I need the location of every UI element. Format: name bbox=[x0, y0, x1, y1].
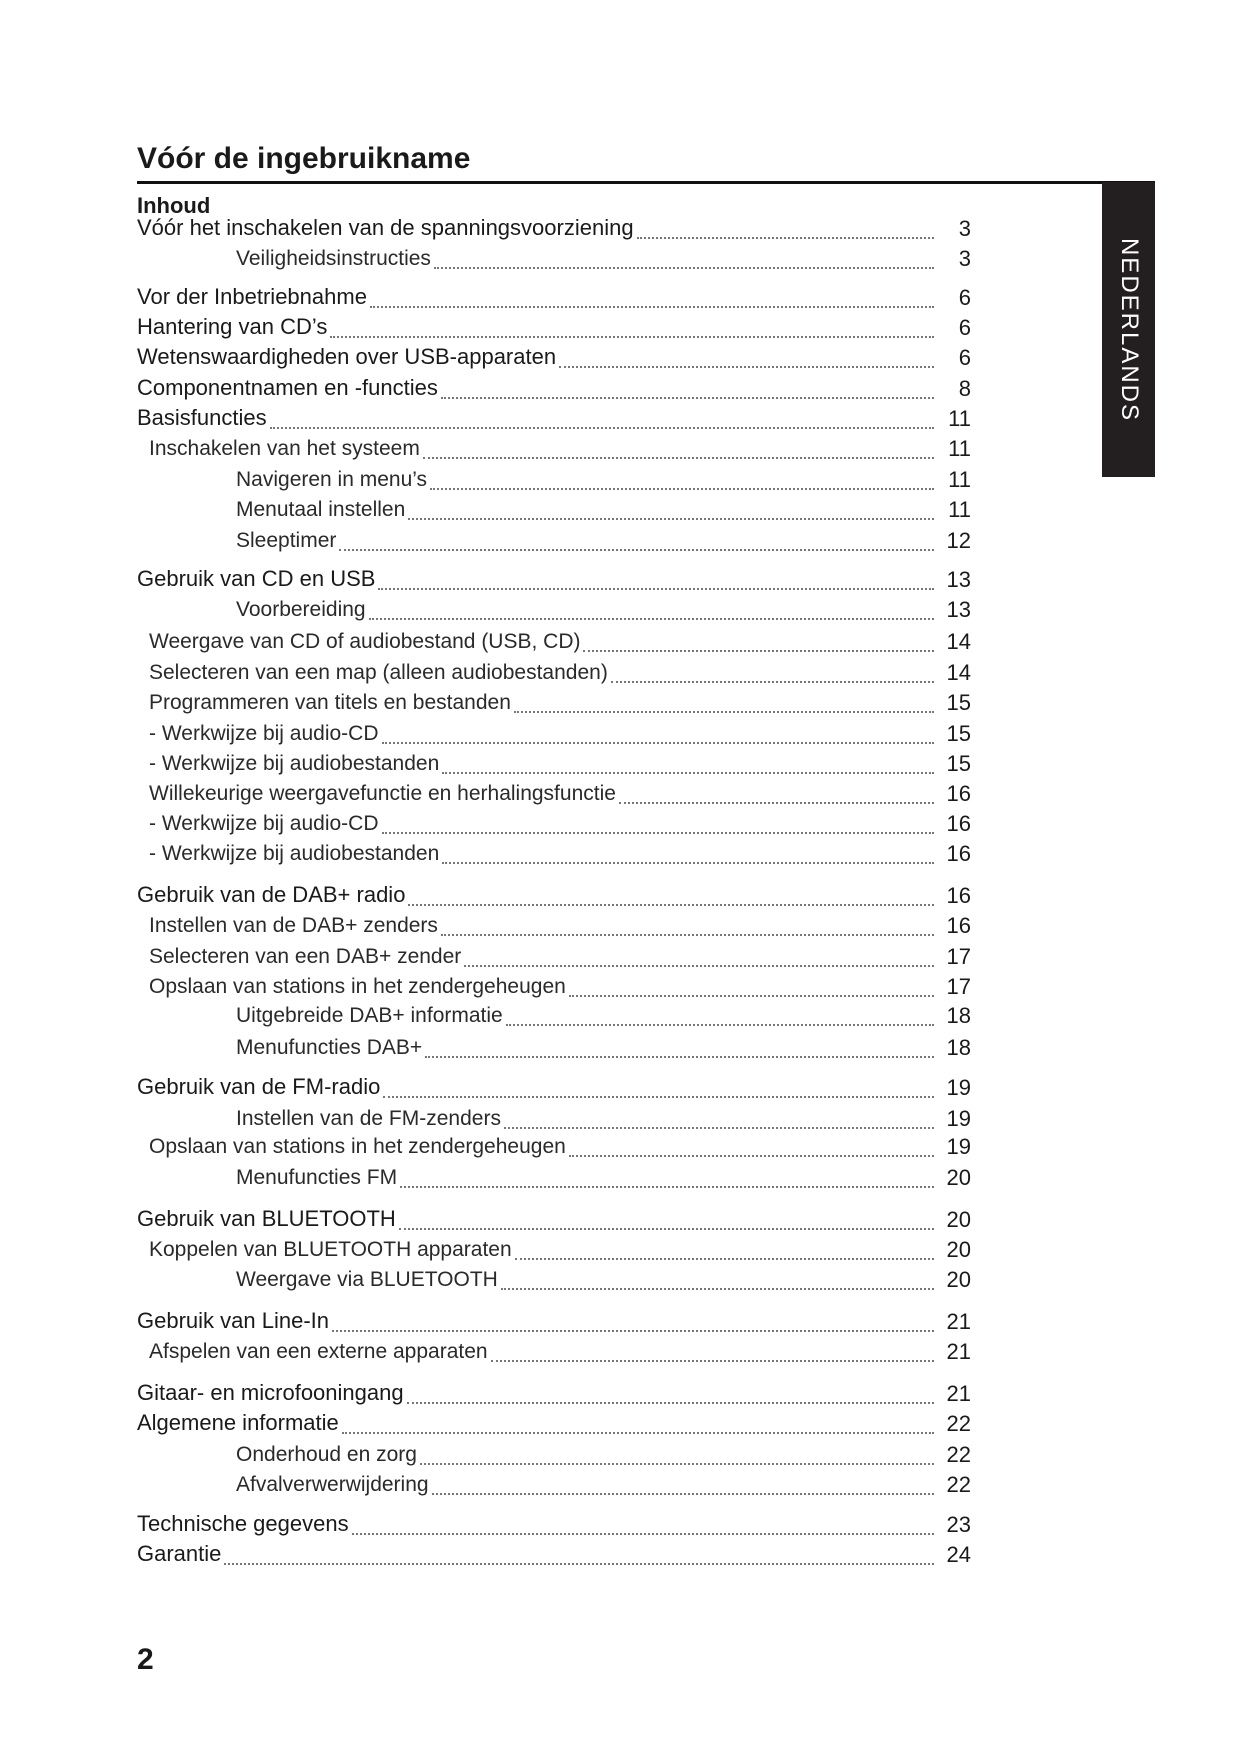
toc-entry bbox=[0, 780, 1241, 810]
toc-entry-label: Weergave van CD of audiobestand (USB, CD) bbox=[149, 630, 581, 653]
toc-entry-page: 15 bbox=[946, 721, 971, 746]
toc-entry bbox=[0, 314, 1241, 344]
toc-entry-page: 13 bbox=[946, 567, 971, 592]
toc-dot-leader bbox=[342, 1432, 934, 1434]
toc-entry-page: 14 bbox=[946, 660, 971, 685]
toc-entry-page: 13 bbox=[946, 597, 971, 622]
toc-dot-leader bbox=[434, 267, 934, 269]
toc-dot-leader bbox=[370, 306, 934, 308]
toc-dot-leader bbox=[611, 681, 934, 683]
toc-entry bbox=[0, 375, 1241, 405]
toc-entry-page: 11 bbox=[948, 467, 971, 492]
toc-entry-label: Vóór het inschakelen van de spanningsvoorziening bbox=[137, 215, 634, 240]
toc-dot-leader bbox=[224, 1563, 934, 1565]
toc-dot-leader bbox=[382, 832, 934, 834]
toc-entry-page: 16 bbox=[946, 841, 971, 866]
toc-entry-label: Instellen van de FM-zenders bbox=[236, 1107, 501, 1130]
toc-dot-leader bbox=[332, 1330, 934, 1332]
toc-entry-page: 14 bbox=[946, 629, 971, 654]
toc-entry-label: Gebruik van de DAB+ radio bbox=[137, 882, 406, 907]
toc-dot-leader bbox=[352, 1533, 934, 1535]
toc-entry bbox=[0, 1002, 1241, 1032]
toc-entry-label: Gitaar- en microfooningang bbox=[137, 1380, 404, 1405]
toc-entry-label: Opslaan van stations in het zendergeheugen bbox=[149, 975, 566, 998]
toc-dot-leader bbox=[423, 457, 934, 459]
toc-entry-page: 23 bbox=[946, 1512, 971, 1537]
toc-dot-leader bbox=[441, 397, 934, 399]
toc-entry-page: 22 bbox=[946, 1411, 971, 1436]
toc-entry-page: 20 bbox=[946, 1207, 971, 1232]
toc-entry bbox=[0, 750, 1241, 780]
toc-entry-page: 24 bbox=[946, 1542, 971, 1567]
toc-entry-page: 22 bbox=[946, 1442, 971, 1467]
toc-entry-label: Gebruik van BLUETOOTH bbox=[137, 1206, 396, 1231]
toc-dot-leader bbox=[400, 1186, 934, 1188]
toc-entry-page: 18 bbox=[946, 1003, 971, 1028]
toc-entry bbox=[0, 566, 1241, 596]
toc-dot-leader bbox=[515, 1258, 934, 1260]
toc-entry bbox=[0, 527, 1241, 557]
toc-entry-label: Hantering van CD’s bbox=[137, 314, 328, 339]
toc-entry-label: Algemene informatie bbox=[137, 1410, 339, 1435]
toc-entry-page: 15 bbox=[946, 690, 971, 715]
toc-entry bbox=[0, 973, 1241, 1003]
toc-dot-leader bbox=[583, 650, 934, 652]
toc-entry-label: Selecteren van een map (alleen audiobestanden) bbox=[149, 661, 608, 684]
toc-entry-page: 3 bbox=[958, 246, 971, 271]
toc-entry-label: Navigeren in menu’s bbox=[236, 468, 428, 491]
toc-entry bbox=[0, 689, 1241, 719]
toc-dot-leader bbox=[383, 1096, 934, 1098]
toc-entry-page: 22 bbox=[946, 1472, 971, 1497]
toc-dot-leader bbox=[441, 934, 934, 936]
toc-entry-label: Willekeurige weergavefunctie en herhalingsfunctie bbox=[149, 782, 616, 805]
toc-entry bbox=[0, 1380, 1241, 1410]
toc-heading: Inhoud bbox=[137, 193, 211, 218]
toc-entry-label: Instellen van de DAB+ zenders bbox=[149, 914, 438, 937]
toc-entry bbox=[0, 284, 1241, 314]
toc-entry-page: 11 bbox=[948, 436, 971, 461]
toc-entry-label: Afspelen van een externe apparaten bbox=[149, 1340, 488, 1363]
toc-entry-label: Gebruik van CD en USB bbox=[137, 566, 376, 591]
toc-entry-label: - Werkwijze bij audio-CD bbox=[149, 812, 379, 835]
toc-entry-page: 18 bbox=[946, 1035, 971, 1060]
toc-entry bbox=[0, 1441, 1241, 1471]
toc-entry bbox=[0, 943, 1241, 973]
toc-entry-page: 16 bbox=[946, 811, 971, 836]
toc-entry bbox=[0, 840, 1241, 870]
toc-entry bbox=[0, 810, 1241, 840]
toc-entry bbox=[0, 1338, 1241, 1368]
toc-dot-leader bbox=[399, 1228, 934, 1230]
toc-dot-leader bbox=[506, 1024, 934, 1026]
toc-entry-page: 6 bbox=[958, 285, 971, 310]
toc-entry bbox=[0, 435, 1241, 465]
toc-entry-page: 15 bbox=[946, 751, 971, 776]
toc-entry-label: Voorbereiding bbox=[236, 598, 366, 621]
toc-entry-label: Onderhoud en zorg bbox=[236, 1443, 417, 1466]
toc-entry bbox=[0, 1133, 1241, 1163]
toc-entry bbox=[0, 659, 1241, 689]
toc-dot-leader bbox=[369, 618, 934, 620]
toc-entry bbox=[0, 596, 1241, 626]
toc-entry-page: 16 bbox=[946, 781, 971, 806]
toc-entry-label: Menutaal instellen bbox=[236, 498, 406, 521]
toc-dot-leader bbox=[407, 1402, 934, 1404]
toc-dot-leader bbox=[442, 772, 934, 774]
toc-entry bbox=[0, 215, 1241, 245]
toc-dot-leader bbox=[501, 1288, 934, 1290]
toc-entry-page: 19 bbox=[946, 1106, 971, 1131]
toc-entry-label: Selecteren van een DAB+ zender bbox=[149, 945, 462, 968]
toc-entry-page: 3 bbox=[958, 216, 971, 241]
toc-entry-label: Basisfuncties bbox=[137, 405, 267, 430]
toc-dot-leader bbox=[430, 488, 934, 490]
toc-entry-page: 6 bbox=[958, 345, 971, 370]
toc-entry-label: Vor der Inbetriebnahme bbox=[137, 284, 367, 309]
toc-dot-leader bbox=[432, 1493, 934, 1495]
toc-dot-leader bbox=[569, 1155, 934, 1157]
toc-entry-page: 19 bbox=[946, 1134, 971, 1159]
toc-dot-leader bbox=[339, 549, 934, 551]
toc-dot-leader bbox=[504, 1127, 934, 1129]
toc-dot-leader bbox=[378, 588, 934, 590]
toc-dot-leader bbox=[270, 427, 934, 429]
toc-entry-page: 19 bbox=[946, 1075, 971, 1100]
toc-entry-label: Programmeren van titels en bestanden bbox=[149, 691, 511, 714]
toc-entry bbox=[0, 720, 1241, 750]
toc-entry-label: Componentnamen en -functies bbox=[137, 375, 438, 400]
toc-dot-leader bbox=[514, 711, 934, 713]
toc-dot-leader bbox=[330, 336, 934, 338]
toc-entry-label: Inschakelen van het systeem bbox=[149, 437, 420, 460]
toc-entry bbox=[0, 1206, 1241, 1236]
toc-entry bbox=[0, 344, 1241, 374]
toc-dot-leader bbox=[637, 237, 934, 239]
toc-entry bbox=[0, 1541, 1241, 1571]
toc-entry-label: Veiligheidsinstructies bbox=[236, 247, 431, 270]
toc-entry-label: - Werkwijze bij audiobestanden bbox=[149, 752, 440, 775]
toc-entry-page: 21 bbox=[946, 1309, 971, 1334]
toc-dot-leader bbox=[491, 1360, 934, 1362]
toc-entry-label: Opslaan van stations in het zendergeheugen bbox=[149, 1135, 566, 1158]
toc-entry-page: 11 bbox=[948, 406, 971, 431]
toc-entry bbox=[0, 1164, 1241, 1194]
toc-dot-leader bbox=[619, 802, 934, 804]
toc-dot-leader bbox=[559, 366, 934, 368]
toc-entry bbox=[0, 1410, 1241, 1440]
toc-entry-label: - Werkwijze bij audio-CD bbox=[149, 722, 379, 745]
toc-entry-page: 11 bbox=[948, 497, 971, 522]
toc-dot-leader bbox=[425, 1056, 934, 1058]
toc-entry bbox=[0, 1471, 1241, 1501]
toc-entry-label: Menufuncties FM bbox=[236, 1166, 398, 1189]
toc-entry-label: Sleeptimer bbox=[236, 529, 337, 552]
toc-entry-label: Menufuncties DAB+ bbox=[236, 1036, 423, 1059]
toc-entry bbox=[0, 496, 1241, 526]
toc-entry bbox=[0, 1034, 1241, 1064]
toc-entry-label: Wetenswaardigheden over USB-apparaten bbox=[137, 344, 557, 369]
toc-entry bbox=[0, 912, 1241, 942]
toc-entry-page: 16 bbox=[946, 883, 971, 908]
toc-entry-page: 20 bbox=[946, 1237, 971, 1262]
toc-entry-page: 16 bbox=[946, 913, 971, 938]
toc-entry bbox=[0, 405, 1241, 435]
toc-dot-leader bbox=[464, 965, 934, 967]
toc-entry bbox=[0, 628, 1241, 658]
toc-entry-label: Garantie bbox=[137, 1541, 222, 1566]
toc-entry-page: 6 bbox=[958, 315, 971, 340]
page-number: 2 bbox=[137, 1643, 154, 1676]
toc-entry-page: 20 bbox=[946, 1165, 971, 1190]
toc-dot-leader bbox=[408, 518, 934, 520]
toc-entry-label: Gebruik van de FM-radio bbox=[137, 1074, 381, 1099]
toc-entry-label: - Werkwijze bij audiobestanden bbox=[149, 842, 440, 865]
toc-dot-leader bbox=[420, 1463, 934, 1465]
toc-dot-leader bbox=[442, 862, 934, 864]
toc-entry-label: Uitgebreide DAB+ informatie bbox=[236, 1004, 503, 1027]
language-tab-label: NEDERLANDS bbox=[1115, 237, 1143, 422]
toc-dot-leader bbox=[569, 995, 934, 997]
toc-entry bbox=[0, 466, 1241, 496]
toc-dot-leader bbox=[382, 742, 934, 744]
toc-entry-page: 8 bbox=[958, 376, 971, 401]
toc-entry-page: 17 bbox=[946, 944, 971, 969]
toc-entry bbox=[0, 1266, 1241, 1296]
toc-entry bbox=[0, 882, 1241, 912]
toc-entry-page: 17 bbox=[946, 974, 971, 999]
toc-entry bbox=[0, 1511, 1241, 1541]
toc-entry bbox=[0, 1308, 1241, 1338]
page-title: Vóór de ingebruikname bbox=[137, 142, 471, 175]
toc-entry-page: 12 bbox=[946, 528, 971, 553]
toc-dot-leader bbox=[408, 904, 934, 906]
toc-entry-label: Weergave via BLUETOOTH bbox=[236, 1268, 498, 1291]
toc-entry-label: Technische gegevens bbox=[137, 1511, 349, 1536]
toc-entry-page: 21 bbox=[946, 1339, 971, 1364]
toc-entry-label: Gebruik van Line-In bbox=[137, 1308, 329, 1333]
toc-entry-label: Afvalverwerwijdering bbox=[236, 1473, 429, 1496]
toc-entry bbox=[0, 1074, 1241, 1104]
toc-entry bbox=[0, 1236, 1241, 1266]
toc-entry-label: Koppelen van BLUETOOTH apparaten bbox=[149, 1238, 512, 1261]
toc-entry bbox=[0, 245, 1241, 275]
toc-entry-page: 20 bbox=[946, 1267, 971, 1292]
toc-entry-page: 21 bbox=[946, 1381, 971, 1406]
toc-entry bbox=[0, 1105, 1241, 1135]
